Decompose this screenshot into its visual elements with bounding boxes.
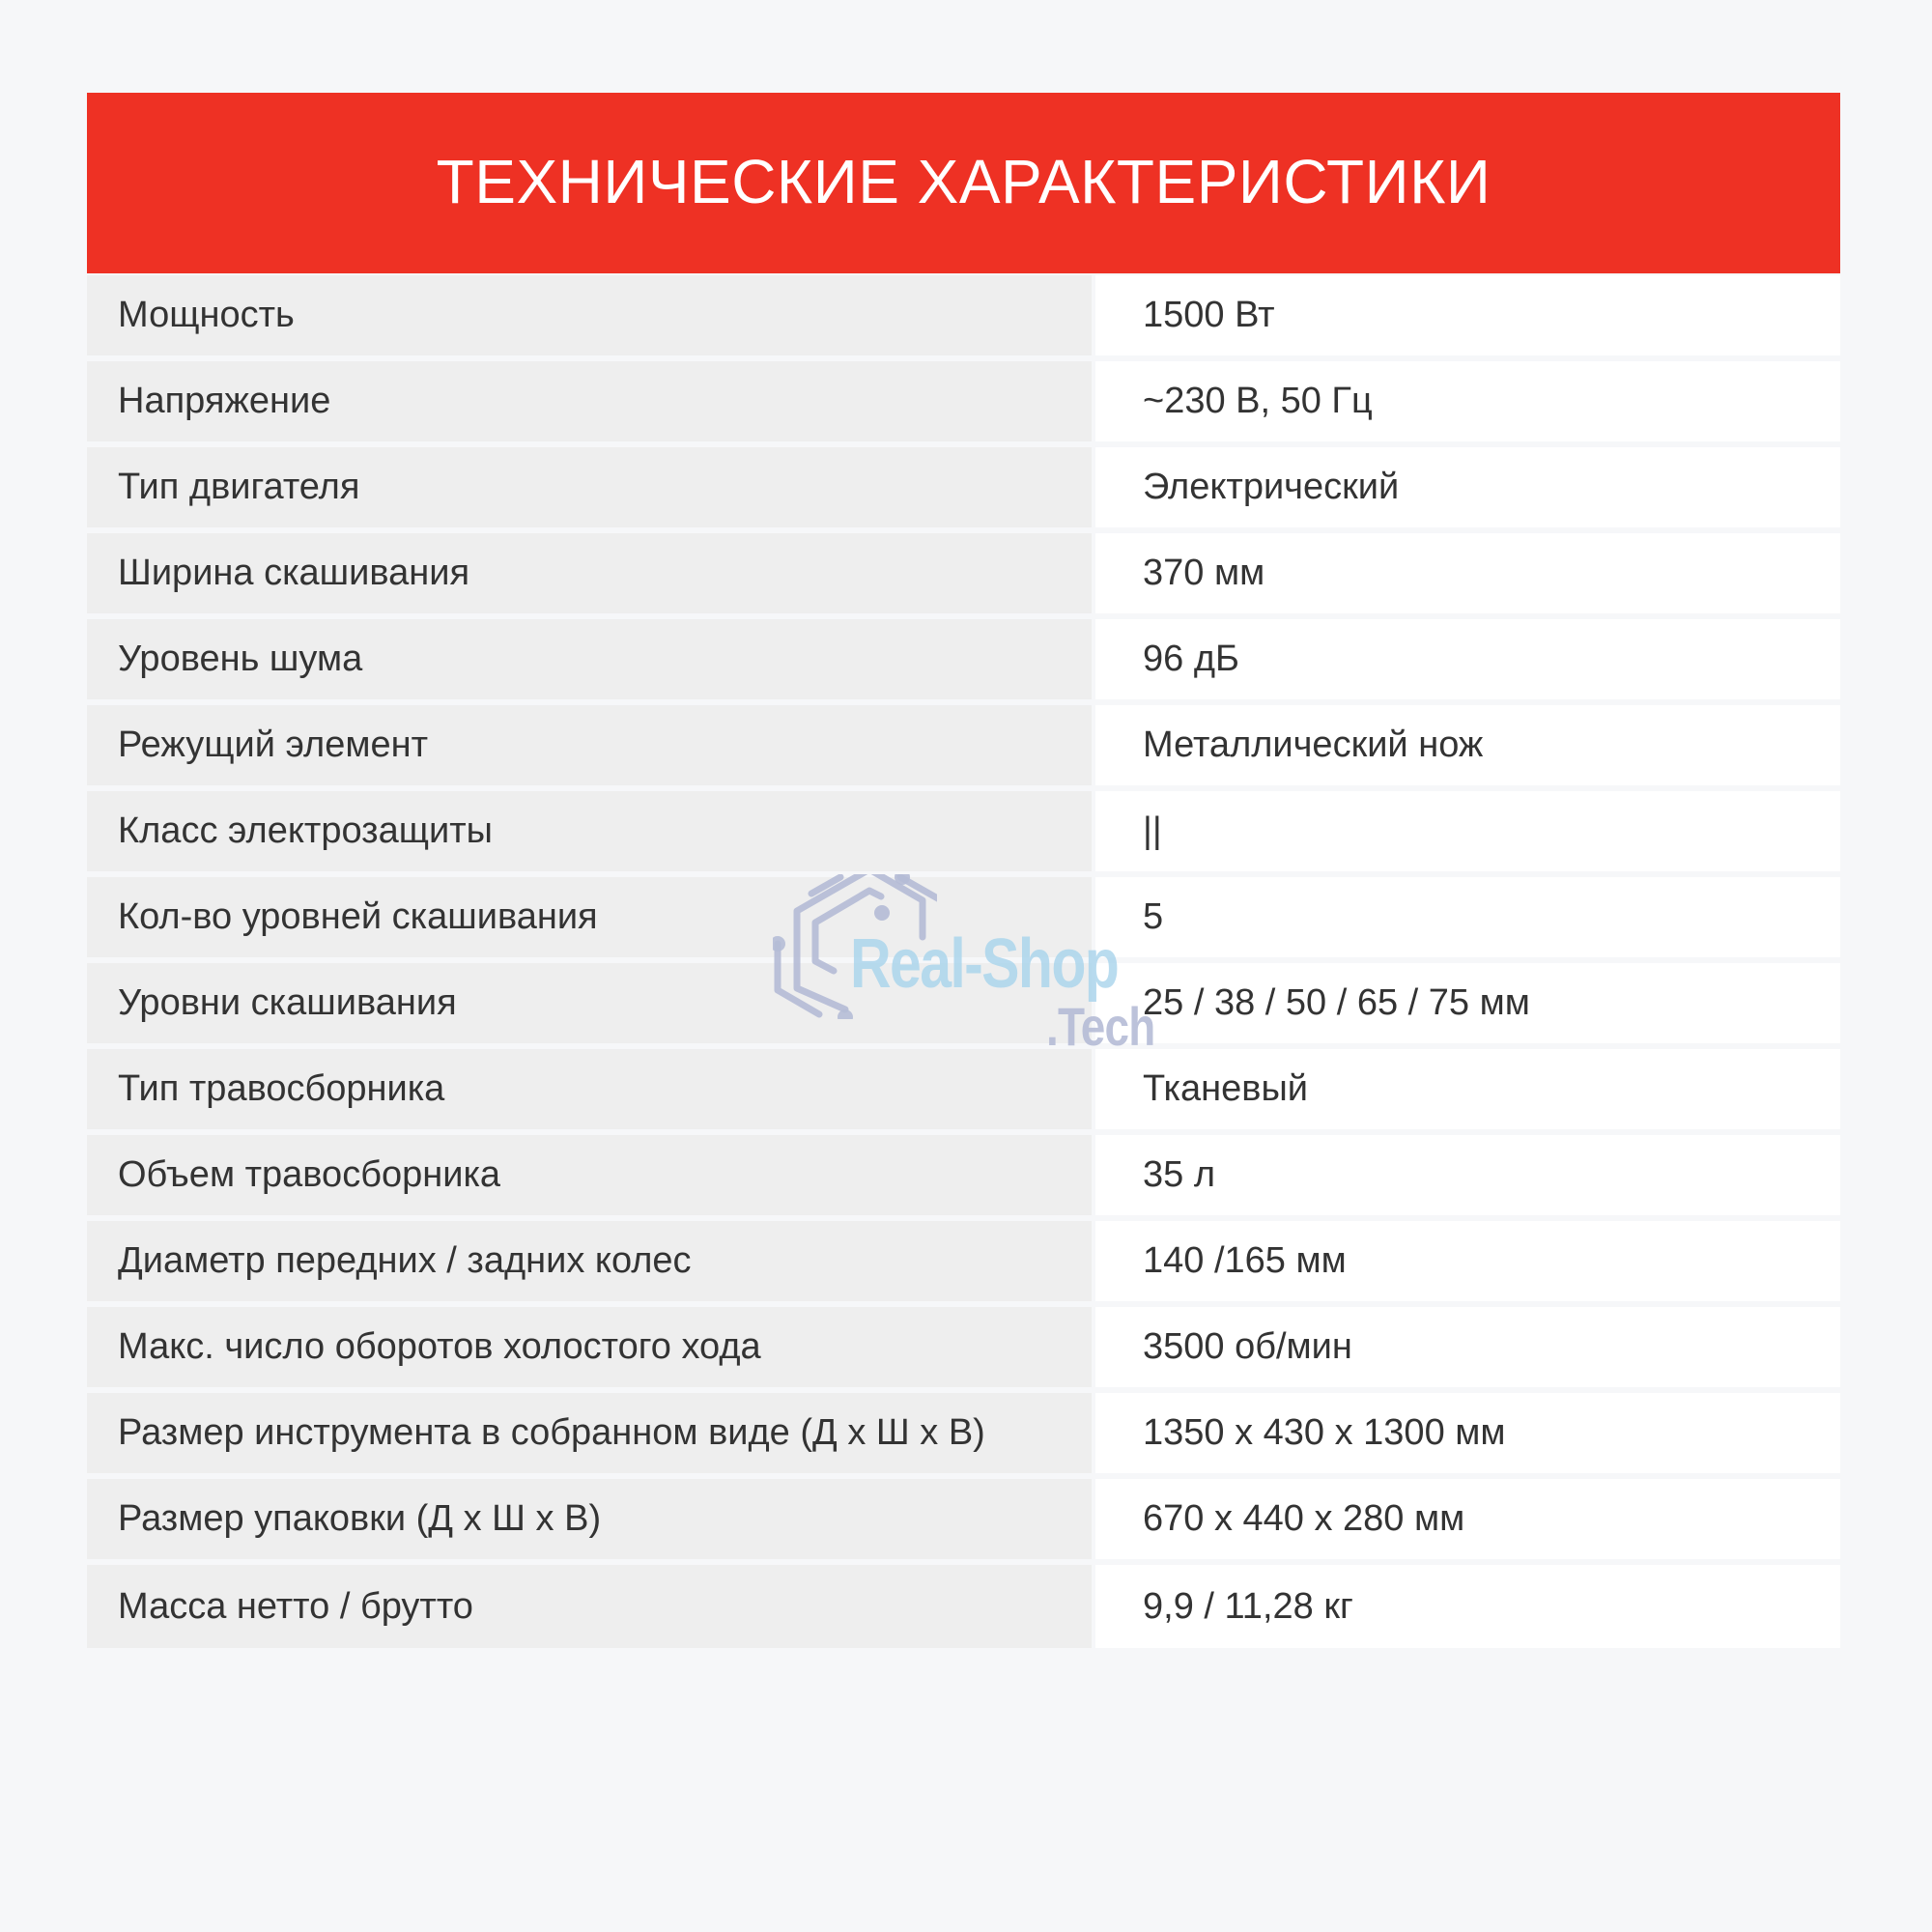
spec-value: 5 <box>1095 877 1840 957</box>
spec-label: Тип травосборника <box>87 1049 1092 1129</box>
spec-label: Напряжение <box>87 361 1092 441</box>
spec-label: Размер инструмента в собранном виде (Д х Ш х В) <box>87 1393 1092 1473</box>
spec-value: 1350 х 430 х 1300 мм <box>1095 1393 1840 1473</box>
spec-row <box>87 791 1840 871</box>
spec-value: Тканевый <box>1095 1049 1840 1129</box>
spec-value: 1500 Вт <box>1095 275 1840 355</box>
spec-label: Мощность <box>87 275 1092 355</box>
spec-value: 140 /165 мм <box>1095 1221 1840 1301</box>
spec-label: Размер упаковки (Д х Ш х В) <box>87 1479 1092 1559</box>
spec-row <box>87 1221 1840 1301</box>
spec-card <box>87 93 1840 1648</box>
spec-row <box>87 1049 1840 1129</box>
watermark-domain: .Tech <box>1046 996 1155 1057</box>
spec-label: Масса нетто / брутто <box>87 1565 1092 1648</box>
spec-row <box>87 619 1840 699</box>
spec-label: Уровни скашивания <box>87 963 1092 1043</box>
page-title: ТЕХНИЧЕСКИЕ ХАРАКТЕРИСТИКИ <box>436 146 1492 216</box>
spec-label: Объем травосборника <box>87 1135 1092 1215</box>
spec-row <box>87 877 1840 957</box>
spec-value: 370 мм <box>1095 533 1840 613</box>
spec-label: Режущий элемент <box>87 705 1092 785</box>
spec-label: Ширина скашивания <box>87 533 1092 613</box>
spec-value: 9,9 / 11,28 кг <box>1095 1565 1840 1648</box>
spec-header <box>87 93 1840 273</box>
watermark-brand: Real-Shop <box>850 925 1119 1003</box>
spec-row <box>87 361 1840 441</box>
spec-row <box>87 705 1840 785</box>
spec-row <box>87 963 1840 1043</box>
spec-row <box>87 1565 1840 1648</box>
spec-value: ~230 В, 50 Гц <box>1095 361 1840 441</box>
spec-row <box>87 447 1840 527</box>
spec-value: Металлический нож <box>1095 705 1840 785</box>
spec-table <box>87 273 1840 1648</box>
spec-value: 670 х 440 х 280 мм <box>1095 1479 1840 1559</box>
spec-row <box>87 1479 1840 1559</box>
spec-row <box>87 1307 1840 1387</box>
spec-label: Тип двигателя <box>87 447 1092 527</box>
spec-row <box>87 1135 1840 1215</box>
spec-value: 3500 об/мин <box>1095 1307 1840 1387</box>
spec-row <box>87 1393 1840 1473</box>
spec-value: 25 / 38 / 50 / 65 / 75 мм <box>1095 963 1840 1043</box>
spec-value: Электрический <box>1095 447 1840 527</box>
spec-value: || <box>1095 791 1840 871</box>
spec-label: Класс электрозащиты <box>87 791 1092 871</box>
spec-label: Уровень шума <box>87 619 1092 699</box>
spec-label: Кол-во уровней скашивания <box>87 877 1092 957</box>
spec-value: 96 дБ <box>1095 619 1840 699</box>
spec-label: Макс. число оборотов холостого хода <box>87 1307 1092 1387</box>
spec-label: Диаметр передних / задних колес <box>87 1221 1092 1301</box>
spec-row <box>87 533 1840 613</box>
spec-row <box>87 275 1840 355</box>
spec-value: 35 л <box>1095 1135 1840 1215</box>
